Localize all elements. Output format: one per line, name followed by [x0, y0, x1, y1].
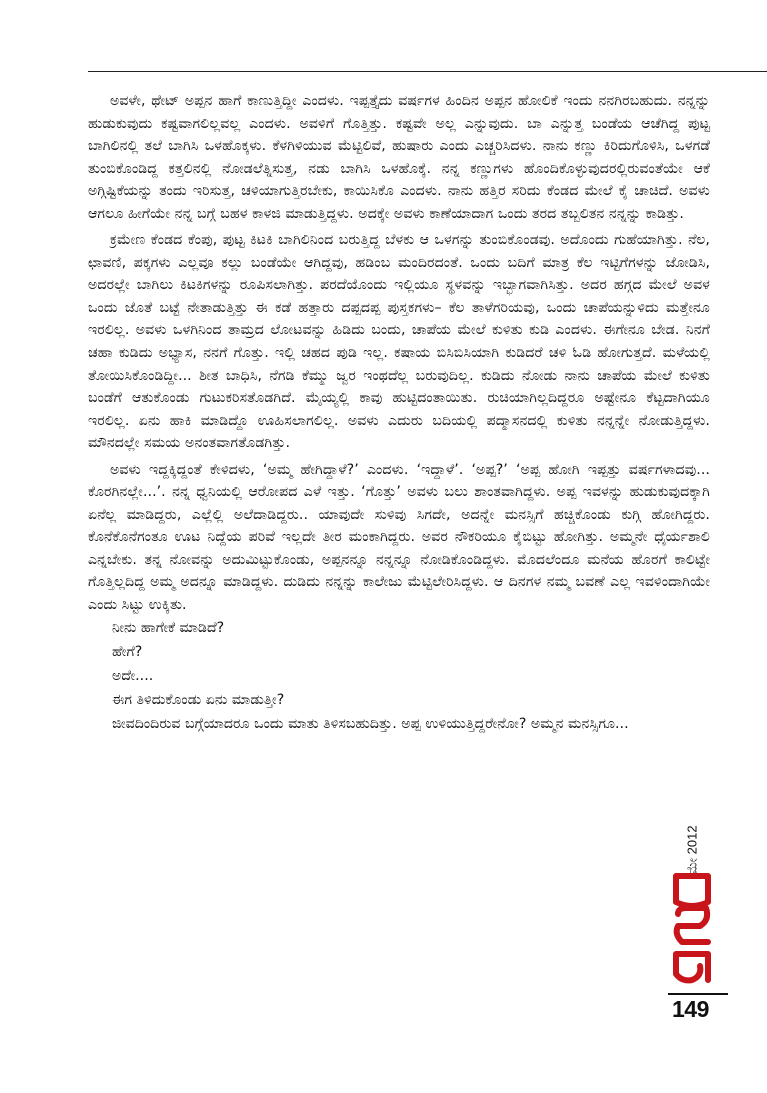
- paragraph-3: ಅವಳು ಇದ್ದಕ್ಕಿದ್ದಂತೆ ಕೇಳಿದಳು, ‘ಅಮ್ಮ ಹೇಗಿದ್ದಾಳೆ?’ ಎಂದಳು. ‘ಇದ್ದಾಳೆ’. ‘ಅಪ್ಪ?’ ‘ಅಪ್ಪ ಹೋಗಿ ಇಪ್ಪತ್ತು ವರ್ಷಗಳಾದವು... ಕೊರಗಿನಲ್ಲೇ...’. ನನ್ನ ಧ್ವನಿಯಲ್ಲಿ ಆರೋಪದ ಎಳೆ ಇತ್ತು. ‘ಗೊತ್ತು’ ಅವಳು ಬಲು ಶಾಂತವಾಗಿದ್ದಳು. ಅಪ್ಪ ಇವಳನ್ನು ಹುಡುಕುವುದಕ್ಕಾಗಿ ಏನೆಲ್ಲ ಮಾಡಿದ್ದರು, ಎಲ್ಲೆಲ್ಲಿ ಅಲೆದಾಡಿದ್ದರು.. ಯಾವುದೇ ಸುಳಿವು ಸಿಗದೇ, ಅದನ್ನೇ ಮನಸ್ಸಿಗೆ ಹಚ್ಚಿಕೊಂಡು ಕುಗ್ಗಿ ಹೋಗಿದ್ದರು. ಕೊನೆಕೊನೆಗಂತೂ ಊಟ ನಿದ್ದೆಯ ಪರಿವೆ ಇಲ್ಲದೇ ತೀರ ಮಂಕಾಗಿದ್ದರು. ಅವರ ನೌಕರಿಯೂ ಕೈಬಿಟ್ಟು ಹೋಗಿತ್ತು. ಅಮ್ಮನೇ ಧೈರ್ಯಶಾಲಿ ಎನ್ನಬೇಕು. ತನ್ನ ನೋವನ್ನು ಅದುಮಿಟ್ಟುಕೊಂಡು, ಅಪ್ಪನನ್ನೂ ನನ್ನನ್ನೂ ನೋಡಿಕೊಂಡಿದ್ದಳು. ಮೊದಲೆಂದೂ ಮನೆಯ ಹೊರಗೆ ಕಾಲಿಟ್ಟೇ ಗೊತ್ತಿಲ್ಲದಿದ್ದ ಅಮ್ಮ ಅದನ್ನೂ ಮಾಡಿದ್ದಳು. ದುಡಿದು ನನ್ನನ್ನು ಕಾಲೇಜು ಮೆಟ್ಟಿಲೇರಿಸಿದ್ದಳು. ಆ ದಿನಗಳ ನಮ್ಮ ಬವಣೆ ಎಲ್ಲ ಇವಳಿಂದಾಗಿಯೇ ಎಂದು ಸಿಟ್ಟು ಉಕ್ಕಿತು.: [88, 461, 710, 614]
- dialogue-line-3: ಅದೇ....: [112, 667, 154, 684]
- paragraph-2: ಕ್ರಮೇಣ ಕೆಂಡದ ಕೆಂಪು, ಪುಟ್ಟ ಕಿಟಕಿ ಬಾಗಿಲಿನಿಂದ ಬರುತ್ತಿದ್ದ ಬೆಳಕು ಆ ಒಳಗನ್ನು ತುಂಬಿಕೊಂಡವು. ಅದೊಂದು ಗುಹೆಯಾಗಿತ್ತು. ನೆಲ, ಛಾವಣಿ, ಪಕ್ಕಗಳು ಎಲ್ಲವೂ ಕಲ್ಲು ಬಂಡೆಯೇ ಆಗಿದ್ದವು, ಹಡಿಂಬ ಮಂದಿರದಂತೆ. ಒಂದು ಬದಿಗೆ ಮಾತ್ರ ಕೆಲ ಇಟ್ಟಿಗೆಗಳನ್ನು ಜೋಡಿಸಿ, ಅದರಲ್ಲೇ ಬಾಗಿಲು ಕಿಟಕಿಗಳನ್ನು ರೂಪಿಸಲಾಗಿತ್ತು. ಪರದೆಯೊಂದು ಇಲ್ಲಿಯೂ ಸ್ಥಳವನ್ನು ಇಬ್ಭಾಗವಾಗಿಸಿತ್ತು. ಅದರ ಹಗ್ಗದ ಮೇಲೆ ಅವಳ ಒಂದು ಜೊತೆ ಬಟ್ಟೆ ನೇತಾಡುತ್ತಿತ್ತು ಈ ಕಡೆ ಹತ್ತಾರು ದಪ್ಪದಪ್ಪ ಪುಸ್ತಕಗಳು– ಕೆಲ ತಾಳೆಗರಿಯವು, ಒಂದು ಚಾಪೆಯನ್ನುಳಿದು ಮತ್ತೇನೂ ಇರಲಿಲ್ಲ. ಅವಳು ಒಳಗಿನಿಂದ ತಾಮ್ರದ ಲೋಟವನ್ನು ಹಿಡಿದು ಬಂದು, ಚಾಪೆಯ ಮೇಲೆ ಕುಳಿತು ಕುಡಿ ಎಂದಳು. ಈಗೇನೂ ಬೇಡ. ನಿನಗೆ ಚಹಾ ಕುಡಿದು ಅಭ್ಯಾಸ, ನನಗೆ ಗೊತ್ತು. ಇಲ್ಲಿ ಚಹದ ಪುಡಿ ಇಲ್ಲ. ಕಷಾಯ ಬಿಸಿಬಿಸಿಯಾಗಿ ಕುಡಿದರೆ ಚಳಿ ಓಡಿ ಹೋಗುತ್ತದೆ. ಮಳೆಯಲ್ಲಿ ತೋಯಿಸಿಕೊಂಡಿದ್ದೀ... ಶೀತ ಬಾಧಿಸಿ, ನೆಗಡಿ ಕೆಮ್ಮು ಜ್ವರ ಇಂಥದೆಲ್ಲ ಬರುವುದಿಲ್ಲ. ಕುಡಿದು ನೋಡು ನಾನು ಚಾಪೆಯ ಮೇಲೆ ಕುಳಿತು ಬಂಡೆಗೆ ಆತುಕೊಂಡು ಗುಟುಕರಿಸತೊಡಗಿದೆ. ಮೈಯ್ಯಲ್ಲಿ ಕಾವು ಹುಟ್ಟಿದಂತಾಯಿತು. ರುಚಿಯಾಗಿಲ್ಲದಿದ್ದರೂ ಅಷ್ಟೇನೂ ಕೆಟ್ಟದಾಗಿಯೂ ಇರಲಿಲ್ಲ. ಏನು ಹಾಕಿ ಮಾಡಿದ್ದೊ ಊಹಿಸಲಾಗಲಿಲ್ಲ. ಅವಳು ಎದುರು ಬದಿಯಲ್ಲಿ ಪದ್ಮಾಸನದಲ್ಲಿ ಕುಳಿತು ನನ್ನನ್ನೇ ನೋಡುತ್ತಿದ್ದಳು. ಮೌನದಲ್ಲೇ ಸಮಯ ಅನಂತವಾಗತೊಡಗಿತ್ತು.: [88, 232, 710, 452]
- article-body: [88, 90, 710, 737]
- dialogue-line-1: ನೀನು ಹಾಗೇಕೆ ಮಾಡಿದೆ?: [112, 619, 225, 636]
- dialogue-line-4: ಈಗ ತಿಳಿದುಕೊಂಡು ಏನು ಮಾಡುತ್ತೀ?: [112, 691, 285, 708]
- closing-line: ಜೀವದಿಂದಿರುವ ಬಗ್ಗೆಯಾದರೂ ಒಂದು ಮಾತು ತಿಳಿಸಬಹುದಿತ್ತು. ಅಪ್ಪ ಉಳಿಯುತ್ತಿದ್ದರೇನೋ? ಅಮ್ಮನ ಮನಸ್ಸಿಗೂ...: [112, 715, 629, 732]
- magazine-logo: [670, 868, 714, 988]
- issue-date-text: ಮೇ 2012: [685, 825, 701, 875]
- page-number-rule: [668, 993, 728, 995]
- header-rule: [88, 71, 767, 72]
- issue-date: [682, 825, 704, 875]
- paragraph-1: ಅವಳೇ, ಥೇಟ್ ಅಪ್ಪನ ಹಾಗೆ ಕಾಣುತ್ತಿದ್ದೀ ಎಂದಳು. ಇಪ್ಪತ್ತೈದು ವರ್ಷಗಳ ಹಿಂದಿನ ಅಪ್ಪನ ಹೋಲಿಕೆ ಇಂದು ನನಗಿರಬಹುದು. ನನ್ನನ್ನು ಹುಡುಕುವುದು ಕಷ್ಟವಾಗಲಿಲ್ಲವಲ್ಲ ಎಂದಳು. ಅವಳಿಗೆ ಗೊತ್ತಿತ್ತು. ಕಷ್ಟವೇ ಅಲ್ಲ ಎನ್ನುವುದು. ಬಾ ಎನ್ನುತ್ತ ಬಂಡೆಯ ಆಚೆಗಿದ್ದ ಪುಟ್ಟ ಬಾಗಿಲಿನಲ್ಲಿ ತಲೆ ಬಾಗಿಸಿ ಒಳಹೊಕ್ಕಳು. ಕೆಳಗಿಳಿಯುವ ಮೆಟ್ಟಿಲಿವೆ, ಹುಷಾರು ಎಂದು ಎಚ್ಚರಿಸಿದಳು. ನಾನು ಕಣ್ಣು ಕಿರಿದುಗೊಳಿಸಿ, ಒಳಗಡೆ ತುಂಬಿಕೊಂಡಿದ್ದ ಕತ್ತಲಿನಲ್ಲಿ ನೋಡಲೆತ್ನಿಸುತ್ತ, ನಡು ಬಾಗಿಸಿ ಒಳಹೊಕ್ಕೆ. ನನ್ನ ಕಣ್ಣುಗಳು ಹೊಂದಿಕೊಳ್ಳುವುದರಲ್ಲಿರುವಂತೆಯೇ ಆಕೆ ಅಗ್ಗಿಷ್ಟಿಕೆಯನ್ನು ತಂದು ಇರಿಸುತ್ತ, ಚಳಿಯಾಗುತ್ತಿರಬೇಕು, ಕಾಯಿಸಿಕೊ ಎಂದಳು. ನಾನು ಹತ್ತಿರ ಸರಿದು ಕೆಂಡದ ಮೇಲೆ ಕೈ ಚಾಚಿದೆ. ಅವಳು ಆಗಲೂ ಹೀಗೆಯೇ ನನ್ನ ಬಗ್ಗೆ ಬಹಳ ಕಾಳಜಿ ಮಾಡುತ್ತಿದ್ದಳು. ಅದಕ್ಕೇ ಅವಳು ಕಾಣೆಯಾದಾಗ ಒಂದು ತರದ ತಬ್ಬಲಿತನ ನನ್ನನ್ನು ಕಾಡಿತ್ತು.: [88, 93, 710, 222]
- magazine-sidebar: [668, 825, 716, 990]
- page-number: 149: [672, 996, 709, 1022]
- dialogue-line-2: ಹೇಗೆ?: [112, 643, 143, 660]
